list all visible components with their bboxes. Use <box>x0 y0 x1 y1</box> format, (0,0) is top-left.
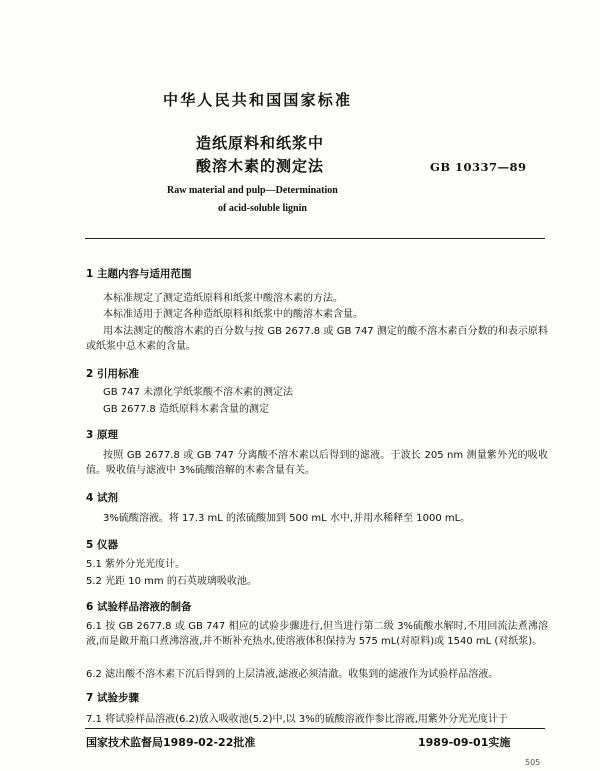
section-3-para: 按照 GB 2677.8 或 GB 747 分离酸不溶木素以后得到的滤液。于波长 205 nm 测量紫外光的吸收值。吸收值与滤液中 3%硫酸溶解的木素含量有关。 <box>86 450 548 476</box>
section-7-1: 7.1 将试验样品溶液(6.2)放入吸收池(5.2)中,以 3%的硫酸溶液作参比溶液,用紫外分光光度计于 <box>86 714 508 725</box>
section-5-heading: 5 仪器 <box>86 539 118 551</box>
section-4-heading: 4 试剂 <box>86 492 118 504</box>
title-en-line2: of acid-soluble lignin <box>218 203 307 214</box>
footer-divider <box>85 728 545 729</box>
section-5-1: 5.1 紫外分光光度计。 <box>86 559 186 570</box>
section-6-2: 6.2 滤出酸不溶木素下沉后得到的上层清液,滤液必须清澈。收集到的滤液作为试验样品溶液。 <box>86 669 499 680</box>
section-1-para-3: 用本法测定的酸溶木素的百分数与按 GB 2677.8 或 GB 747 测定的酸不溶木素百分数的和表示原料或纸浆中总木素的含量。 <box>86 326 548 352</box>
section-2-heading: 2 引用标准 <box>86 368 139 380</box>
title-en-line1: Raw material and pulp—Determination <box>167 185 338 196</box>
implementation-date: 1989-09-01实施 <box>418 736 511 749</box>
title-cn-line2: 酸溶木素的测定法 <box>196 157 325 175</box>
reference-gb2677: GB 2677.8 造纸原料木素含量的测定 <box>103 404 269 415</box>
title-cn-line1: 造纸原料和纸浆中 <box>196 134 325 152</box>
section-6-1: 6.1 按 GB 2677.8 或 GB 747 相应的试验步骤进行,但当进行第二级 3%硫酸水解时,不用回流法煮沸溶液,而是敞开瓶口煮沸溶液,并不断补充热水,使溶液体积保持为 575 mL(对原料)或 1540 mL (对纸浆)。 <box>86 621 548 647</box>
section-1-heading: 1 主题内容与适用范围 <box>86 268 192 280</box>
section-6-heading: 6 试验样品溶液的制备 <box>86 601 192 613</box>
approval-date: 国家技术监督局1989-02-22批准 <box>86 736 256 749</box>
section-1-para-2: 本标准适用于测定各种造纸原料和纸浆中的酸溶木素含量。 <box>103 309 363 320</box>
page-number: 505 <box>525 758 541 767</box>
standard-code: GB 10337—89 <box>430 160 527 174</box>
section-5-2: 5.2 光距 10 mm 的石英玻璃吸收池。 <box>86 576 257 587</box>
header-divider <box>85 238 545 239</box>
reference-gb747: GB 747 未漂化学纸浆酸不溶木素的测定法 <box>103 387 294 398</box>
section-1-para-1: 本标准规定了测定造纸原料和纸浆中酸溶木素的方法。 <box>103 293 343 304</box>
national-standard-header: 中华人民共和国国家标准 <box>163 91 353 109</box>
section-4-para: 3%硫酸溶液。将 17.3 mL 的浓硫酸加到 500 mL 水中,并用水稀释至 1000 mL。 <box>103 513 471 524</box>
section-7-heading: 7 试验步骤 <box>86 692 139 704</box>
section-3-heading: 3 原理 <box>86 429 118 441</box>
